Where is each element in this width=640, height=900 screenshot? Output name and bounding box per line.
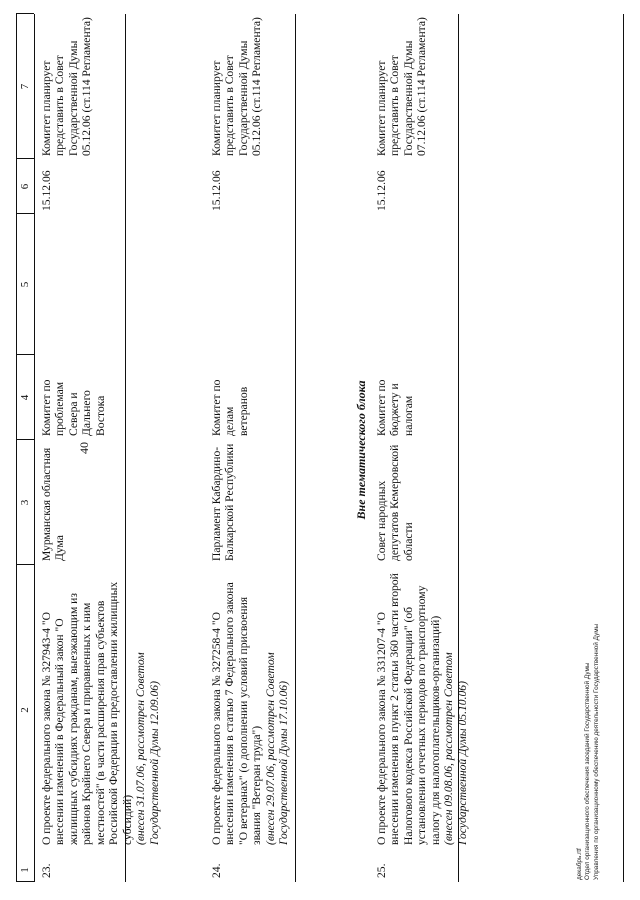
footer-line1: Отдел организационного обеспечения заседаний Государственной Думы [584, 662, 592, 880]
footer-line2: Управления по организационному обеспечению деятельности Государственной Думы [592, 623, 600, 880]
row25-number: 25. [375, 863, 388, 878]
row25-date: 15.12.06 [375, 170, 388, 211]
row23-status: Комитет планирует представить в Совет Государственной Думы 05.12.06 (ст.114 Регламента) [40, 17, 94, 156]
row24-title-cell [210, 567, 291, 845]
row25-status: Комитет планирует представить в Совет Государственной Думы 07.12.06 (ст.114 Регламента) [375, 17, 429, 156]
row24-note: (внесен 29.07.06, рассмотрен Советом Государственной Думы 17.10.06) [263, 652, 291, 845]
row25-title-cell [375, 567, 469, 845]
page-footer [576, 360, 601, 880]
row24-status: Комитет планирует представить в Совет Государственной Думы 05.12.06 (ст.114 Регламента) [210, 17, 264, 156]
row25-note: (внесен 09.08.06, рассмотрен Советом Государственной Думы 05.10.06) [442, 652, 469, 845]
header-col-2: 2 [19, 707, 31, 713]
row24-title: О проекте федерального закона № 327258-4 "О внесении изменения в статью 7 Федерального закона "О ветеранах" (о дополнении условий присвоения звания "Ветеран труда") [210, 582, 264, 845]
page-number: 40 [77, 442, 91, 454]
header-col-5: 5 [19, 281, 31, 288]
row23-committee: Комитет по проблемам Севера и Дальнего Востока [40, 379, 107, 436]
row23-initiator: Мурманская областная Дума [40, 447, 67, 561]
footer-file: декабрь.rtf [576, 848, 583, 880]
row25-title: О проекте федерального закона № 331207-4 "О внесении изменения в пункт 2 статьи 360 части второй Налогового кодекса Российской Федерации" (об установлении отчетных периодов по транспортному налогу для налогоплательщиков-организаций) [375, 573, 442, 845]
row23-note: (внесен 31.07.06, рассмотрен Советом Государственной Думы 12.09.06) [134, 652, 161, 845]
header-col-3: 3 [19, 499, 31, 506]
header-col-4: 4 [19, 394, 31, 401]
row24-initiator: Парламент Кабардино-Балкарской Республики [210, 443, 237, 561]
row23-title: О проекте федерального закона № 327943-4 "О внесении изменений в Федеральный закон "О жилищных субсидиях гражданам, выезжающим из районов Крайнего Севера и приравненных к ним местностей" (в части расширения прав субъектов Российской Федерации в предоставлении жилищных субсидий) [40, 581, 134, 845]
row25-committee: Комитет по бюджету и налогам [375, 379, 415, 436]
header-col-1: 1 [19, 867, 31, 873]
row25-initiator: Совет народных депутатов Кемеровской области [375, 444, 415, 561]
header-col-7: 7 [19, 83, 31, 90]
row23-number: 23. [40, 863, 53, 878]
row24-date: 15.12.06 [210, 170, 223, 211]
row24-number: 24. [210, 863, 223, 878]
row24-committee: Комитет по делам ветеранов [210, 379, 250, 436]
row23-title-cell [40, 567, 161, 845]
header-col-6: 6 [19, 183, 31, 190]
section-title: Вне тематического блока [354, 380, 368, 520]
row23-date: 15.12.06 [40, 170, 53, 211]
